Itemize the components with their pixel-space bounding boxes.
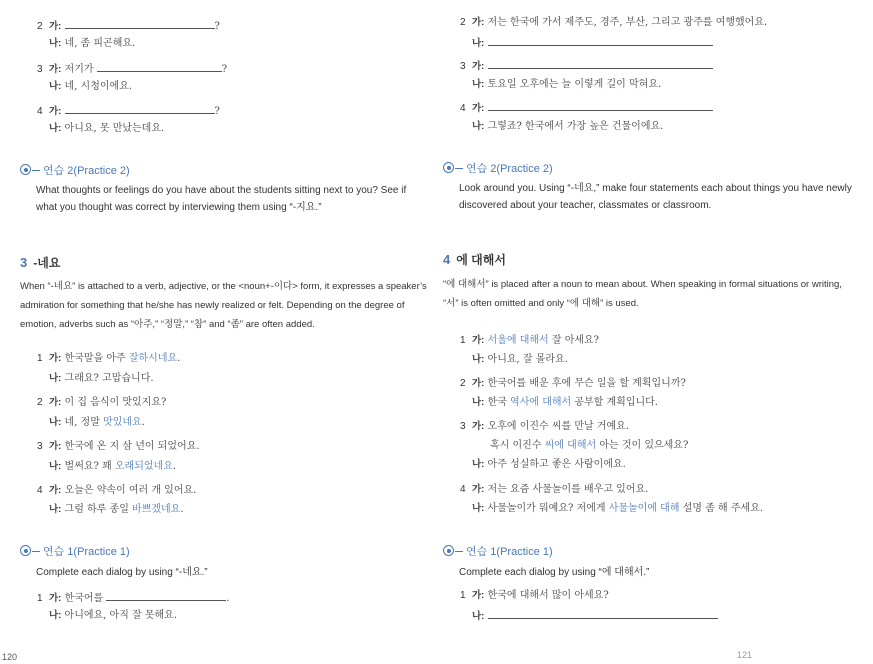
example-item: 1 가: 서울에 대해서 잘 아세요?	[460, 335, 600, 346]
answer-blank[interactable]	[488, 608, 718, 619]
dialog-item: 4 가:	[460, 100, 713, 116]
example-answer: 나: 그럼 하루 종일 바쁘겠네요.	[49, 504, 184, 515]
example-item: 1 가: 한국말을 아주 잘하시네요.	[37, 353, 181, 364]
practice-answer: 나: 아니에요, 아직 잘 못해요.	[49, 610, 178, 621]
answer-blank[interactable]	[65, 103, 215, 114]
dialog-answer: 나: 네, 좀 피곤해요.	[49, 38, 136, 49]
practice-1-heading: 연습 1(Practice 1)	[443, 543, 553, 559]
answer-blank[interactable]	[488, 100, 713, 111]
page-number: 121	[737, 650, 753, 660]
example-item: 3 가: 한국에 온 지 삼 년이 되었어요.	[37, 441, 200, 452]
section-3-explanation: When “-네요” is attached to a verb, adjective, or the <noun+-이다> form, it expresses a speaker’s admiration for something that he/she has newly realized or felt. Depending on the degree of emotion, adverbs such as “아주,” “정말,” “참” and “좀” are often added.	[20, 281, 427, 330]
dialog-item: 3 가: 저기가 ?	[37, 61, 227, 77]
page-number: 120	[2, 652, 18, 662]
answer-blank[interactable]	[488, 58, 713, 69]
target-icon	[443, 545, 454, 556]
dialog-answer: 나: 아니요, 못 만났는데요.	[49, 123, 165, 134]
answer-blank[interactable]	[488, 35, 713, 46]
example-item: 2 가: 한국어를 배운 후에 무슨 일을 할 계획입니까?	[460, 378, 686, 389]
target-icon	[20, 545, 31, 556]
practice-2-instructions: What thoughts or feelings do you have about the students sitting next to you? See if what you thought was correct by interviewing them using “-지요.”	[36, 185, 407, 213]
example-item: 4 가: 저는 요즘 사물놀이를 배우고 있어요.	[460, 484, 649, 495]
target-icon	[443, 162, 454, 173]
dialog-item: 2 가: ?	[37, 18, 220, 34]
dialog-answer: 나: 네, 시청이에요.	[49, 81, 133, 92]
dialog-answer: 나: 그렇죠? 한국에서 가장 높은 건물이에요.	[472, 121, 664, 132]
example-answer: 나: 한국 역사에 대해서 공부할 계획입니다.	[472, 397, 658, 408]
example-answer: 나: 벌써요? 꽤 오래되었네요.	[49, 461, 177, 472]
dialog-item: 4 가: ?	[37, 103, 220, 119]
answer-blank[interactable]	[106, 590, 226, 601]
practice-answer: 나:	[472, 608, 718, 624]
example-answer: 나: 아니요, 잘 몰라요.	[472, 354, 568, 365]
example-item-continued: 혹시 이진수 씨에 대해서 아는 것이 있으세요?	[490, 440, 689, 451]
target-icon	[20, 164, 31, 175]
example-answer: 나: 아주 성실하고 좋은 사람이에요.	[472, 459, 626, 470]
practice-2-heading: 연습 2(Practice 2)	[20, 162, 130, 178]
practice-1-instructions: Complete each dialog by using “에 대해서.”	[459, 567, 650, 578]
dialog-answer: 나:	[472, 35, 713, 51]
section-3-heading: 3 -네요	[20, 255, 61, 270]
section-4-explanation: “에 대해서” is placed after a noun to mean about. When speaking in formal situations or writing, “서” is often omitted and only “에 대해” is used.	[443, 279, 842, 309]
example-item: 4 가: 오늘은 약속이 여러 개 있어요.	[37, 485, 197, 496]
section-4-heading: 4 에 대해서	[443, 252, 506, 267]
practice-1-instructions: Complete each dialog by using “-네요.”	[36, 567, 208, 578]
dialog-item: 3 가:	[460, 58, 713, 74]
answer-blank[interactable]	[97, 61, 222, 72]
example-item: 2 가: 이 집 음식이 맛있지요?	[37, 397, 167, 408]
example-answer: 나: 네, 정말 맛있네요.	[49, 417, 145, 428]
practice-2-heading: 연습 2(Practice 2)	[443, 160, 553, 176]
dialog-item: 2 가: 저는 한국에 가서 제주도, 경주, 부산, 그리고 광주를 여행했어요.	[460, 17, 768, 28]
practice-item: 1 가: 한국어를 .	[37, 590, 230, 606]
practice-1-heading: 연습 1(Practice 1)	[20, 543, 130, 559]
example-answer: 나: 그래요? 고맙습니다.	[49, 373, 154, 384]
practice-2-instructions: Look around you. Using “-네요,” make four statements each about things you have newly discovered about your teacher, classmates or classroom.	[459, 183, 852, 211]
practice-item: 1 가: 한국에 대해서 많이 아세요?	[460, 590, 609, 601]
dialog-answer: 나: 토요일 오후에는 늘 이렇게 길이 막혀요.	[472, 79, 662, 90]
example-answer: 나: 사물놀이가 뭐예요? 저에게 사물놀이에 대해 설명 좀 해 주세요.	[472, 503, 764, 514]
example-item: 3 가: 오후에 이진수 씨를 만날 거예요.	[460, 421, 630, 432]
answer-blank[interactable]	[65, 18, 215, 29]
